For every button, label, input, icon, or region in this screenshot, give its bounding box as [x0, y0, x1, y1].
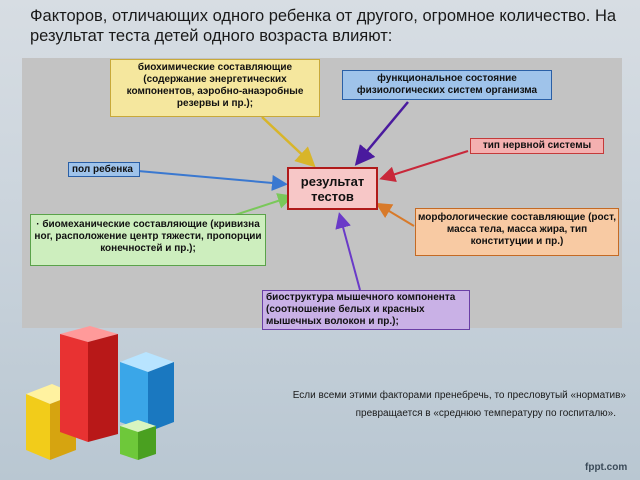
factor-functional: функциональное состояние физиологических систем организма	[342, 70, 552, 100]
factor-sex: пол ребенка	[68, 162, 140, 177]
factor-nervous-system: тип нервной системы	[470, 138, 604, 154]
decorative-cubes-image	[20, 322, 195, 472]
factor-muscle-biostructure: биоструктура мышечного компонента (соотношение белых и красных мышечных волокон и пр.);	[262, 290, 470, 330]
center-test-result: результат тестов	[287, 167, 378, 210]
factor-morphological: морфологические составляющие (рост, масса тела, масса жира, тип конституции и пр.)	[415, 208, 619, 256]
footer-line-1: Если всеми этими факторами пренебречь, то пресловутый «норматив»	[292, 390, 626, 401]
fppt-logo: fppt.com	[585, 462, 628, 473]
footer-line-2: превращается в «среднюю температуру по госпиталю».	[355, 408, 616, 419]
slide-title: Факторов, отличающих одного ребенка от другого, огромное количество. На результат теста детей одного возраста влияют:	[30, 7, 617, 45]
footer-text	[196, 387, 626, 423]
factor-biochemical: биохимические составляющие (содержание энергетических компонентов, аэробно-анаэробные резервы и пр.);	[110, 59, 320, 117]
factor-biomechanical: · биомеханические составляющие (кривизна ног, расположение центр тяжести, пропорции конечностей и пр.);	[30, 214, 266, 266]
